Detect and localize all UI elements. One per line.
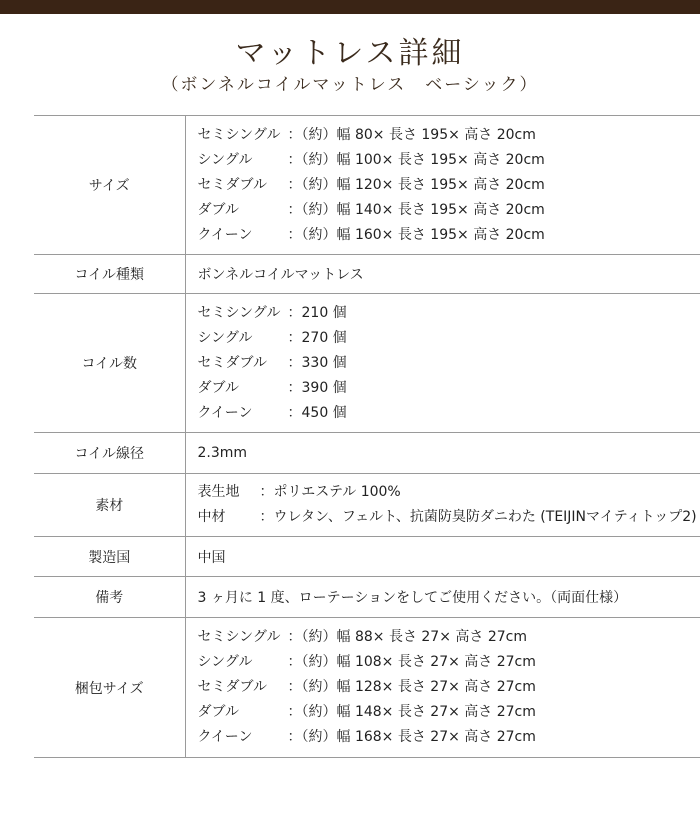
package-line [198, 650, 700, 675]
coil-count-line [198, 301, 700, 326]
row-label-material: 素材 [34, 474, 185, 537]
material-part: 表生地 [197, 484, 240, 500]
coil-count-value: ：450 個 [287, 404, 347, 421]
row-label-coil-count: コイル数 [34, 294, 185, 433]
size-type: クイーン [197, 226, 253, 243]
row-label-package-size: 梱包サイズ [34, 618, 185, 758]
row-value-origin: 中国 [197, 549, 226, 566]
size-line [198, 223, 700, 248]
package-dimensions: ：（約）幅 108× 長さ 27× 高さ 27cm [287, 654, 536, 670]
material-value: ：ウレタン、フェルト、抗菌防臭防ダニわた (TEIJINマイティトップ2) [259, 509, 697, 525]
row-value-note: 3 ヶ月に 1 度、ローテーションをしてご使用ください。（両面仕様） [197, 590, 628, 606]
spec-table [34, 115, 700, 758]
size-line [198, 123, 700, 148]
material-value: ：ポリエステル 100% [259, 484, 401, 500]
row-value-package-size [185, 618, 700, 758]
row-label-origin: 製造国 [34, 537, 185, 577]
size-line [198, 173, 700, 198]
package-line [198, 725, 700, 750]
row-value-coil-count [185, 294, 700, 433]
package-line [198, 675, 700, 700]
row-value-material [185, 474, 700, 537]
row-label-coil-type: コイル種類 [34, 255, 185, 294]
coil-count-line [198, 351, 700, 376]
row-label-coil-wire: コイル線径 [34, 433, 185, 474]
package-type: セミシングル [197, 629, 281, 645]
row-value-coil-type: ボンネルコイルマットレス [197, 267, 364, 283]
size-type: セミシングル [197, 126, 281, 143]
coil-count-line [198, 401, 700, 426]
row-material [34, 474, 700, 537]
top-accent-bar [0, 0, 700, 14]
row-value-coil-wire: 2.3mm [197, 445, 248, 461]
coil-count-type: シングル [197, 329, 253, 346]
coil-count-value: ：270 個 [287, 329, 347, 346]
size-line [198, 198, 700, 223]
row-label-note: 備考 [34, 577, 185, 618]
size-dimensions: ：（約）幅 100× 長さ 195× 高さ 20cm [287, 151, 545, 168]
coil-count-type: ダブル [197, 379, 239, 396]
package-dimensions: ：（約）幅 148× 長さ 27× 高さ 27cm [287, 704, 536, 720]
material-line [198, 505, 700, 530]
package-type: ダブル [197, 704, 239, 720]
package-dimensions: ：（約）幅 88× 長さ 27× 高さ 27cm [287, 629, 527, 645]
size-dimensions: ：（約）幅 120× 長さ 195× 高さ 20cm [287, 176, 545, 193]
size-dimensions: ：（約）幅 140× 長さ 195× 高さ 20cm [287, 201, 545, 218]
row-note [34, 577, 700, 618]
row-size [34, 116, 700, 255]
size-dimensions: ：（約）幅 80× 長さ 195× 高さ 20cm [287, 126, 536, 143]
row-coil-wire [34, 433, 700, 474]
coil-count-type: セミシングル [197, 304, 281, 321]
package-line [198, 700, 700, 725]
material-line [198, 480, 700, 505]
package-line [198, 625, 700, 650]
size-type: セミダブル [197, 176, 267, 193]
size-line [198, 148, 700, 173]
size-type: シングル [197, 151, 253, 168]
size-dimensions: ：（約）幅 160× 長さ 195× 高さ 20cm [287, 226, 545, 243]
row-package-size [34, 618, 700, 758]
coil-count-value: ：390 個 [287, 379, 347, 396]
row-coil-count [34, 294, 700, 433]
row-origin [34, 537, 700, 577]
package-dimensions: ：（約）幅 128× 長さ 27× 高さ 27cm [287, 679, 536, 695]
page-title: マットレス詳細 [235, 36, 465, 71]
size-type: ダブル [197, 201, 239, 218]
package-type: クイーン [197, 729, 253, 745]
coil-count-type: セミダブル [197, 354, 267, 371]
row-value-size [185, 116, 700, 255]
coil-count-value: ：210 個 [287, 304, 347, 321]
row-label-size: サイズ [34, 116, 185, 255]
package-type: シングル [197, 654, 253, 670]
coil-count-value: ：330 個 [287, 354, 347, 371]
row-coil-type [34, 255, 700, 294]
material-part: 中材 [197, 509, 226, 525]
coil-count-line [198, 376, 700, 401]
package-dimensions: ：（約）幅 168× 長さ 27× 高さ 27cm [287, 729, 536, 745]
page-subtitle: （ボンネルコイルマットレス ベーシック） [161, 75, 539, 95]
coil-count-line [198, 326, 700, 351]
package-type: セミダブル [197, 679, 267, 695]
coil-count-type: クイーン [197, 404, 253, 421]
